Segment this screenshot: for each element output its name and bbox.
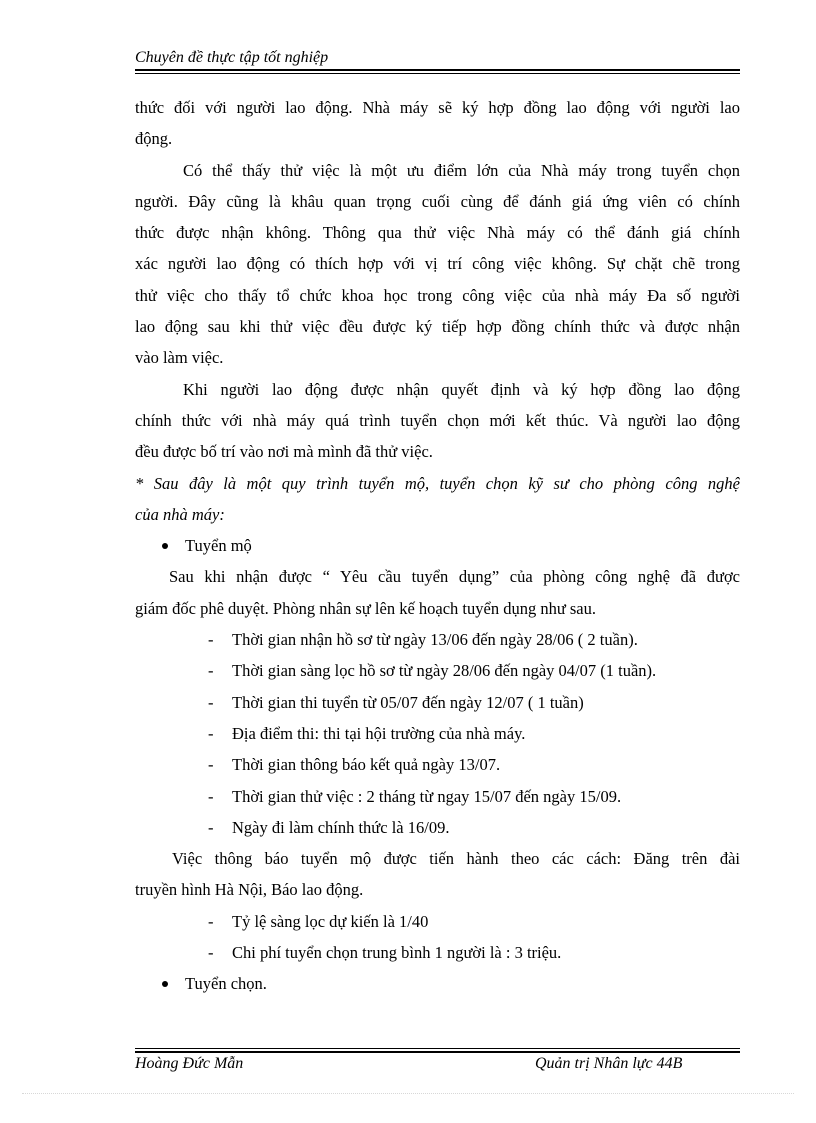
paragraph-line: truyền hình Hà Nội, Báo lao động.	[135, 880, 364, 900]
document-title: Chuyên đề thực tập tốt nghiệp	[135, 49, 329, 66]
dash-marker: -	[208, 630, 214, 650]
dash-marker: -	[208, 723, 214, 743]
footer-rule-thin	[135, 1048, 740, 1049]
stat-item	[135, 906, 740, 937]
footer-author: Hoàng Đức Mẫn	[135, 1055, 244, 1072]
stat-item	[135, 937, 740, 968]
bullet-label: Tuyển mộ	[185, 536, 252, 556]
paragraph-line: giám đốc phê duyệt. Phòng nhân sự lên kế hoạch tuyển dụng như sau.	[135, 598, 597, 618]
schedule-text: Thời gian thông báo kết quả ngày 13/07.	[232, 755, 501, 775]
paragraph-line: lao động sau khi thử việc đều được ký tiếp hợp đồng chính thức và được nhận	[135, 317, 740, 337]
dash-marker: -	[208, 692, 214, 712]
schedule-text: Thời gian thi tuyển từ 05/07 đến ngày 12/07 ( 1 tuần)	[232, 692, 584, 712]
paragraph-line: Khi người lao động được nhận quyết định và ký hợp đồng lao động	[183, 379, 740, 399]
paragraph-line: thức đối với người lao động. Nhà máy sẽ ký hợp đồng lao động với người lao	[135, 98, 740, 117]
schedule-text: Thời gian thử việc : 2 tháng từ ngay 15/07 đến ngày 15/09.	[232, 786, 622, 806]
dash-marker: -	[208, 817, 214, 837]
schedule-item	[135, 781, 740, 812]
paragraph-line: Việc thông báo tuyển mộ được tiến hành theo các cách: Đăng trên đài	[172, 849, 740, 869]
schedule-text: Địa điểm thi: thi tại hội trường của nhà máy.	[232, 723, 526, 743]
dash-marker: -	[208, 786, 214, 806]
paragraph-line: người. Đây cũng là khâu quan trọng cuối cùng để đánh giá ứng viên có chính	[135, 191, 740, 211]
bullet-item	[135, 968, 740, 999]
header-rule-thin	[135, 73, 740, 74]
paragraph-line: thức được nhận không. Thông qua thử việc Nhà máy có thể đánh giá chính	[135, 223, 740, 243]
dash-marker: -	[208, 755, 214, 775]
schedule-text: Thời gian nhận hồ sơ từ ngày 13/06 đến ngày 28/06 ( 2 tuần).	[232, 630, 638, 650]
paragraph-line: xác người lao động có thích hợp với vị trí công việc không. Sự chặt chẽ trong	[135, 254, 740, 274]
schedule-item	[135, 812, 740, 843]
page-body	[135, 92, 740, 1000]
bullet-label: Tuyển chọn.	[185, 974, 267, 994]
schedule-item	[135, 655, 740, 686]
dash-marker: -	[208, 661, 214, 681]
bullet-icon	[162, 543, 168, 549]
bullet-item	[135, 530, 740, 561]
schedule-item	[135, 687, 740, 718]
footer-rule-thick	[135, 1051, 740, 1053]
bullet-icon	[162, 981, 168, 987]
paragraph-line: thử việc cho thấy tổ chức khoa học trong công việc của nhà máy Đa số người	[135, 285, 740, 305]
page-boundary-line	[22, 1093, 794, 1094]
paragraph-line: vào làm việc.	[135, 348, 224, 368]
note-line: của nhà máy:	[135, 504, 225, 524]
paragraph-line: Có thể thấy thử việc là một ưu điểm lớn của Nhà máy trong tuyển chọn	[183, 160, 740, 180]
stat-text: Chi phí tuyển chọn trung bình 1 người là : 3 triệu.	[232, 943, 562, 963]
schedule-text: Ngày đi làm chính thức là 16/09.	[232, 817, 450, 837]
header-rule-thick	[135, 69, 740, 71]
schedule-item	[135, 624, 740, 655]
stat-text: Tỷ lệ sàng lọc dự kiến là 1/40	[232, 911, 429, 931]
paragraph-line: đều được bố trí vào nơi mà mình đã thử việc.	[135, 442, 433, 462]
dash-marker: -	[208, 943, 214, 963]
paragraph-line: động.	[135, 129, 173, 149]
schedule-text: Thời gian sàng lọc hồ sơ từ ngày 28/06 đến ngày 04/07 (1 tuần).	[232, 661, 657, 681]
paragraph-line: chính thức với nhà máy quá trình tuyển chọn mới kết thúc. Và người lao động	[135, 410, 740, 430]
dash-marker: -	[208, 911, 214, 931]
footer-class: Quản trị Nhân lực 44B	[535, 1055, 683, 1072]
schedule-item	[135, 749, 740, 780]
note-line: * Sau đây là một quy trình tuyển mộ, tuyển chọn kỹ sư cho phòng công nghệ	[135, 473, 740, 493]
schedule-item	[135, 718, 740, 749]
paragraph-line: Sau khi nhận được “ Yêu cầu tuyển dụng” của phòng công nghệ đã được	[169, 567, 740, 587]
